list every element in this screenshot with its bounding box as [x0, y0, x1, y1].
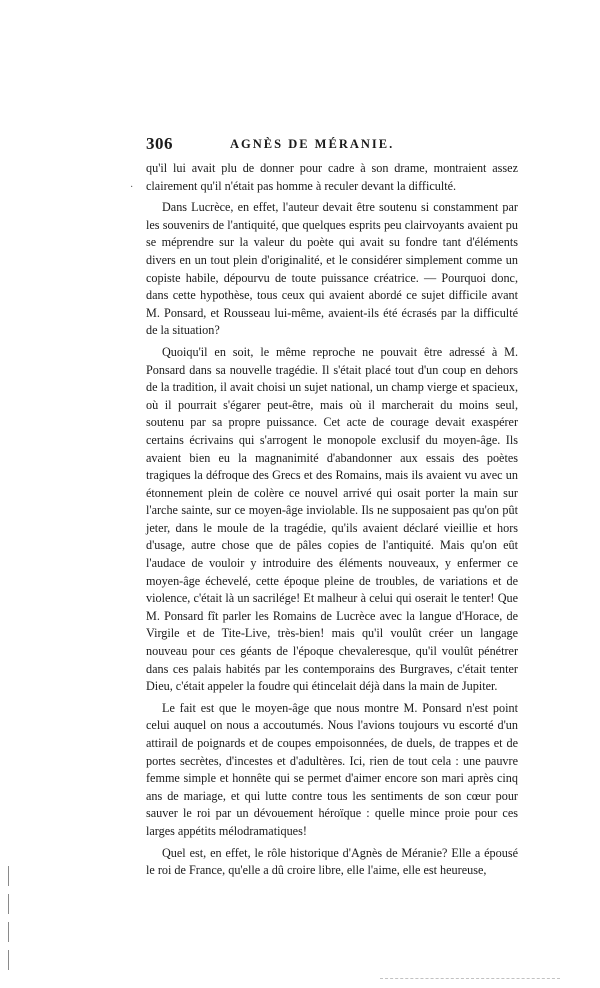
margin-rule [8, 894, 9, 914]
margin-mark: · [130, 182, 134, 193]
paragraph: Dans Lucrèce, en effet, l'auteur devait être soutenu si constamment par les souvenirs de l'antiquité, que quelques esprits peu clairvoyants avaient pu se méprendre sur la valeur du poète qui avait su fondre tant d'éléments divers en un tout plein d'originalité, et le considérer simplement comme un copiste habile, dépourvu de toute puissance créatrice. — Pourquoi donc, dans cette hypothèse, tous ceux qui avaient abordé ce sujet difficile avant M. Ponsard, et Rousseau lui-même, avaient-ils été écrasés par la difficulté de la situation? [146, 200, 518, 338]
page-number: 306 [146, 134, 173, 153]
margin-rule [8, 950, 9, 970]
bleed-through-mark [380, 978, 560, 981]
margin-rule [8, 922, 9, 942]
body-text [146, 160, 518, 884]
margin-rule [8, 866, 9, 886]
paragraph: qu'il lui avait plu de donner pour cadre à son drame, montraient assez clairement qu'il n'était pas homme à reculer devant la difficulté. [146, 161, 518, 193]
paragraph: Le fait est que le moyen-âge que nous montre M. Ponsard n'est point celui auquel on nous a accoutumés. Nous l'avions toujours vu escorté d'un attirail de poignards et de coupes empoisonnées, de duels, de trappes et de portes secrètes, d'incestes et d'adultères. Ici, rien de tout cela : une pauvre femme simple et honnête qui se permet d'aimer encore son mari après cinq ans de mariage, et qui lutte contre tous les sentiments de son cœur pour sauver le roi par un dévouement héroïque : quelle mince proie pour ces larges appétits mélodramatiques! [146, 700, 518, 838]
paragraph: Quel est, en effet, le rôle historique d'Agnès de Méranie? Elle a épousé le roi de France, qu'elle a dû croire libre, elle l'aime, elle est heureuse, [146, 845, 518, 878]
page-header [146, 134, 518, 156]
running-title: AGNÈS DE MÉRANIE. [230, 137, 395, 151]
paragraph: Quoiqu'il en soit, le même reproche ne pouvait être adressé à M. Ponsard dans sa nouvelle tragédie. Il s'était placé tout d'un coup en dehors de la tradition, il avait choisi un sujet national, un champ vierge et spacieux, où il pourrait s'égarer peut-être, mais où il marcherait du moins seul, soutenu par sa propre puissance. Cet acte de courage devait exaspérer certains écrivains qui s'arrogent le monopole exclusif du moyen-âge. Ils avaient bien eu la magnanimité d'abandonner aux essais des poètes tragiques la défroque des Grecs et des Romains, mais ils avaient vu avec un étonnement plein de colère ce nouvel arrivé qui osait porter la main sur l'arche sainte, sur ce moyen-âge inviolable. Ils ne supposaient pas qu'on pût jeter, dans le moule de la tragédie, qu'ils avaient déclaré vieillie et hors d'usage, autre chose que de pâles copies de l'antiquité. Mais qu'on eût l'audace de vouloir y introduire des éléments nouveaux, y enfermer ce moyen-âge échevelé, cette époque pleine de troubles, de variations et de violence, c'était là un sacrilége! Et malheur à celui qui oserait le tenter! Que M. Ponsard fît parler les Romains de Lucrèce avec la langue d'Horace, de Virgile et de Tite-Live, très-bien! mais qu'il voulût créer un langage nouveau pour ces géants de l'époque chevaleresque, qu'il voulût pénétrer dans ces palais habités par les contemporains des Burgraves, c'était tenter Dieu, c'était appeler la foudre qui étincelait déjà dans la main de Jupiter. [146, 344, 518, 694]
